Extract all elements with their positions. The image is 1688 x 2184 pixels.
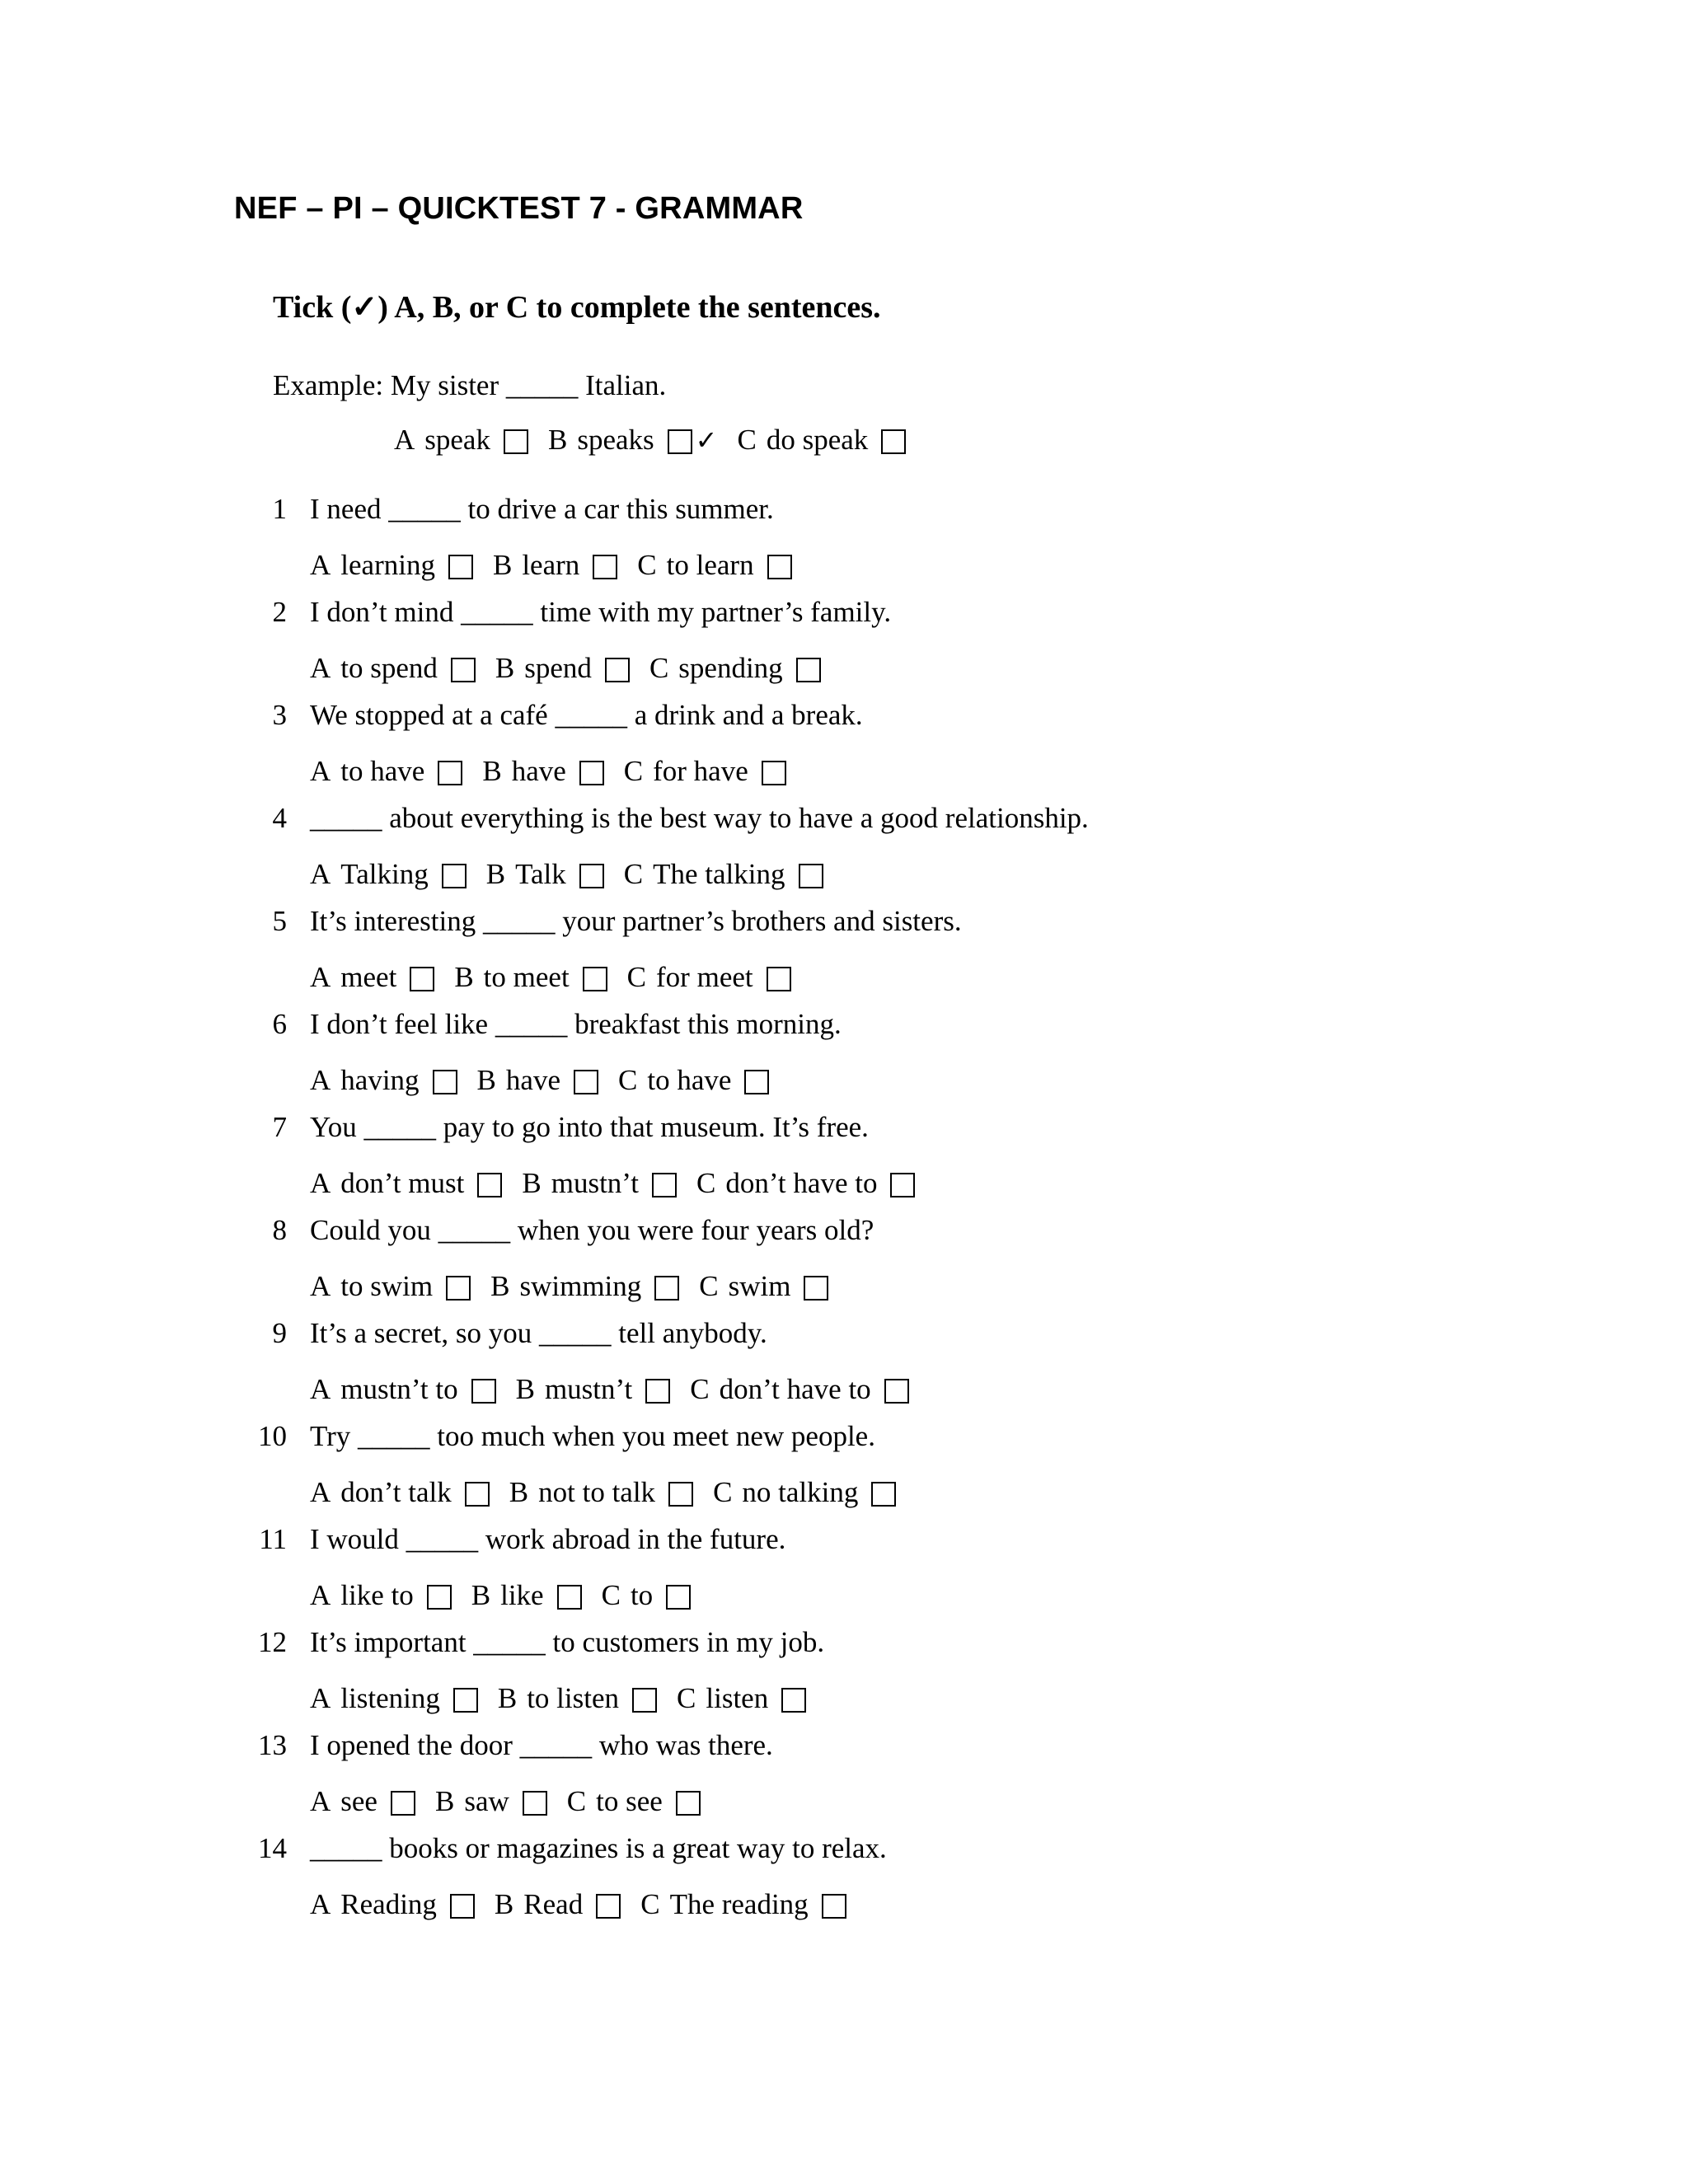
- option-c: [699, 1270, 828, 1303]
- option-c: [677, 1682, 806, 1715]
- checkbox[interactable]: [427, 1585, 452, 1610]
- checkbox[interactable]: [557, 1585, 582, 1610]
- checkbox[interactable]: [391, 1791, 415, 1816]
- question-number: 14: [258, 1832, 287, 1864]
- question-sentence: It’s important _____ to customers in my job.: [310, 1626, 825, 1658]
- option-b: [490, 1270, 679, 1303]
- option-letter: C: [623, 858, 644, 890]
- question-number: 4: [272, 802, 287, 834]
- option-c: [602, 1579, 692, 1612]
- option-c: [649, 652, 821, 685]
- option-letter: A: [310, 858, 331, 890]
- option-letter: A: [310, 1373, 331, 1405]
- question-number: 7: [272, 1111, 287, 1143]
- question-3-options: [310, 751, 806, 792]
- option-letter: B: [482, 755, 502, 787]
- option-a: [310, 549, 473, 582]
- option-text: like: [500, 1579, 544, 1611]
- option-b: [509, 1476, 693, 1509]
- question-number: 13: [258, 1729, 287, 1761]
- question-number: 9: [272, 1317, 287, 1349]
- option-letter: B: [509, 1476, 529, 1508]
- option-text: to: [630, 1579, 654, 1611]
- checkbox[interactable]: [596, 1894, 621, 1919]
- option-b: [435, 1785, 547, 1818]
- option-text: to meet: [483, 961, 570, 993]
- checkbox[interactable]: [645, 1379, 670, 1404]
- option-b: [498, 1682, 657, 1715]
- option-letter: C: [649, 652, 669, 684]
- option-a: [310, 1476, 490, 1509]
- option-letter: A: [310, 755, 331, 787]
- option-letter: B: [434, 1785, 455, 1817]
- option-a: [310, 1373, 496, 1406]
- option-c: [624, 755, 786, 788]
- option-text: swim: [728, 1270, 791, 1302]
- option-letter: C: [623, 755, 644, 787]
- option-a: [310, 1064, 457, 1097]
- checkbox[interactable]: [438, 761, 462, 785]
- option-text: having: [340, 1064, 420, 1096]
- checkbox[interactable]: [583, 967, 607, 991]
- option-letter: C: [696, 1167, 716, 1199]
- question-8-options: [310, 1266, 848, 1307]
- question-sentence: I don’t mind _____ time with my partner’s family.: [310, 596, 892, 628]
- question-number: 1: [272, 493, 287, 525]
- option-c: [690, 1373, 908, 1406]
- checkbox[interactable]: [884, 1379, 909, 1404]
- option-c: [567, 1785, 701, 1818]
- option-text: to have: [647, 1064, 732, 1096]
- checkbox[interactable]: [433, 1070, 457, 1094]
- option-letter: A: [394, 424, 415, 456]
- option-letter: A: [310, 1270, 331, 1302]
- option-letter: B: [547, 424, 568, 456]
- option-text: to swim: [340, 1270, 434, 1302]
- option-letter: B: [454, 961, 474, 993]
- question-sentence: Could you _____ when you were four years old?: [310, 1214, 874, 1246]
- option-a: [310, 961, 434, 994]
- option-c: [696, 1167, 915, 1200]
- option-text: listen: [706, 1682, 769, 1714]
- option-letter: C: [601, 1579, 621, 1611]
- option-letter: C: [713, 1476, 733, 1508]
- option-a: [310, 858, 467, 891]
- question-sentence: I opened the door _____ who was there.: [310, 1729, 773, 1761]
- option-b: [495, 652, 630, 685]
- option-letter: A: [310, 1682, 331, 1714]
- option-b: [482, 755, 603, 788]
- option-text: Talking: [340, 858, 429, 890]
- option-letter: B: [494, 1888, 514, 1920]
- question-sentence: I would _____ work abroad in the future.: [310, 1523, 786, 1555]
- option-letter: C: [699, 1270, 719, 1302]
- option-text: mustn’t: [544, 1373, 633, 1405]
- option-letter: A: [310, 1785, 331, 1817]
- question-7-options: [310, 1163, 935, 1204]
- checkbox[interactable]: [666, 1585, 691, 1610]
- option-letter: C: [617, 1064, 638, 1096]
- question-2-options: [310, 648, 841, 689]
- option-text: don’t talk: [340, 1476, 452, 1508]
- question-number: 12: [258, 1626, 287, 1658]
- option-c: [627, 961, 791, 994]
- question-4-options: [310, 854, 843, 895]
- option-text: don’t have to: [719, 1373, 871, 1405]
- option-text: don’t have to: [725, 1167, 878, 1199]
- option-text: for have: [653, 755, 748, 787]
- checkbox[interactable]: [451, 658, 476, 682]
- option-letter: B: [497, 1682, 518, 1714]
- option-text: learning: [340, 549, 435, 581]
- question-sentence: I don’t feel like _____ breakfast this morning.: [310, 1008, 842, 1040]
- checkbox[interactable]: [450, 1894, 475, 1919]
- checkbox[interactable]: [744, 1070, 769, 1094]
- option-letter: B: [471, 1579, 491, 1611]
- example-text: My sister _____ Italian.: [390, 369, 667, 401]
- option-b: [486, 858, 604, 891]
- option-text: The reading: [669, 1888, 809, 1920]
- option-text: don’t must: [340, 1167, 465, 1199]
- option-text: mustn’t: [551, 1167, 640, 1199]
- checkbox[interactable]: [654, 1276, 679, 1301]
- checkbox[interactable]: [652, 1173, 677, 1197]
- option-text: to have: [340, 755, 425, 787]
- option-letter: A: [310, 1064, 331, 1096]
- option-letter: C: [626, 961, 647, 993]
- option-text: Reading: [340, 1888, 437, 1920]
- checkbox[interactable]: [477, 1173, 502, 1197]
- checkbox[interactable]: [881, 429, 906, 454]
- example-option-c: [737, 424, 906, 457]
- checkbox[interactable]: [442, 864, 467, 888]
- checkbox[interactable]: [767, 555, 792, 579]
- option-b: [516, 1373, 671, 1406]
- checkbox[interactable]: [822, 1894, 846, 1919]
- checkbox[interactable]: [523, 1791, 547, 1816]
- question-number: 3: [272, 699, 287, 731]
- option-text: spend: [524, 652, 592, 684]
- checkbox[interactable]: [574, 1070, 598, 1094]
- option-letter: A: [310, 652, 331, 684]
- option-text: swimming: [519, 1270, 642, 1302]
- checkbox[interactable]: [781, 1688, 806, 1713]
- option-text: like to: [340, 1579, 414, 1611]
- question-sentence: It’s interesting _____ your partner’s brothers and sisters.: [310, 905, 962, 937]
- option-b: [495, 1888, 621, 1921]
- option-text: see: [340, 1785, 377, 1817]
- question-1-options: [310, 545, 812, 586]
- question-12-options: [310, 1678, 826, 1719]
- option-letter: B: [476, 1064, 496, 1096]
- option-a: [310, 1785, 415, 1818]
- option-text: no talking: [742, 1476, 859, 1508]
- question-9-options: [310, 1369, 929, 1410]
- question-number: 10: [258, 1420, 287, 1452]
- checkbox[interactable]: [796, 658, 821, 682]
- option-text: to learn: [666, 549, 754, 581]
- example-options: [394, 424, 926, 457]
- checkbox[interactable]: [579, 864, 604, 888]
- option-letter: B: [495, 652, 515, 684]
- checkbox[interactable]: [410, 967, 434, 991]
- option-a: [310, 1270, 471, 1303]
- option-letter: A: [310, 549, 331, 581]
- option-letter: A: [310, 1476, 331, 1508]
- checkbox[interactable]: [579, 761, 604, 785]
- option-c: [624, 858, 823, 891]
- option-text: mustn’t to: [340, 1373, 458, 1405]
- instruction-heading: Tick (✓) A, B, or C to complete the sentences.: [273, 290, 881, 325]
- option-text: do speak: [766, 424, 869, 456]
- option-a: [310, 1167, 502, 1200]
- option-b: [477, 1064, 598, 1097]
- checkbox[interactable]: [593, 555, 617, 579]
- question-10-options: [310, 1472, 916, 1513]
- option-a: [310, 652, 476, 685]
- checkbox[interactable]: [767, 967, 791, 991]
- tick-mark-icon: ✓: [695, 424, 718, 456]
- option-letter: C: [566, 1785, 587, 1817]
- question-number: 5: [272, 905, 287, 937]
- option-text: to spend: [340, 652, 438, 684]
- question-number: 11: [259, 1523, 287, 1555]
- option-letter: A: [310, 1888, 331, 1920]
- checkbox[interactable]: [871, 1482, 896, 1507]
- option-a: [310, 1682, 478, 1715]
- example-sentence: [273, 369, 666, 402]
- page-title: NEF – PI – QUICKTEST 7 - GRAMMAR: [234, 191, 804, 226]
- option-b: [471, 1579, 582, 1612]
- question-sentence: We stopped at a café _____ a drink and a break.: [310, 699, 863, 731]
- checkbox[interactable]: [762, 761, 786, 785]
- option-letter: C: [640, 1888, 660, 1920]
- option-a: [310, 1579, 452, 1612]
- example-option-a: [394, 424, 528, 457]
- option-text: Read: [523, 1888, 584, 1920]
- option-letter: C: [690, 1373, 710, 1405]
- option-b: [522, 1167, 677, 1200]
- question-14-options: [310, 1884, 866, 1925]
- option-c: [640, 1888, 846, 1921]
- question-sentence: Try _____ too much when you meet new people.: [310, 1420, 875, 1452]
- option-text: listening: [340, 1682, 440, 1714]
- checkbox[interactable]: [668, 429, 692, 454]
- option-text: for meet: [656, 961, 753, 993]
- option-c: [618, 1064, 769, 1097]
- example-option-b: [548, 424, 717, 457]
- checkbox[interactable]: [804, 1276, 828, 1301]
- option-a: [310, 755, 462, 788]
- question-13-options: [310, 1781, 720, 1822]
- option-text: have: [505, 1064, 560, 1096]
- option-text: to listen: [527, 1682, 620, 1714]
- checkbox[interactable]: [448, 555, 473, 579]
- option-b: [454, 961, 607, 994]
- checkbox[interactable]: [890, 1173, 915, 1197]
- option-c: [713, 1476, 896, 1509]
- checkbox[interactable]: [676, 1791, 701, 1816]
- option-b: [493, 549, 617, 582]
- option-text: Talk: [515, 858, 566, 890]
- option-letter: B: [492, 549, 513, 581]
- option-letter: A: [310, 1167, 331, 1199]
- checkbox[interactable]: [504, 429, 528, 454]
- question-sentence: I need _____ to drive a car this summer.: [310, 493, 774, 525]
- question-number: 8: [272, 1214, 287, 1246]
- example-label: Example:: [273, 369, 384, 401]
- option-text: not to talk: [538, 1476, 656, 1508]
- option-text: learn: [522, 549, 580, 581]
- option-text: have: [511, 755, 566, 787]
- option-letter: B: [522, 1167, 542, 1199]
- checkbox[interactable]: [453, 1688, 478, 1713]
- option-text: saw: [464, 1785, 509, 1817]
- checkbox[interactable]: [632, 1688, 657, 1713]
- question-sentence: _____ books or magazines is a great way to relax.: [310, 1832, 887, 1864]
- question-sentence: You _____ pay to go into that museum. It’s free.: [310, 1111, 869, 1143]
- option-letter: C: [677, 1682, 696, 1714]
- question-6-options: [310, 1060, 789, 1101]
- question-number: 6: [272, 1008, 287, 1040]
- option-letter: B: [490, 1270, 510, 1302]
- option-text: meet: [340, 961, 397, 993]
- option-a: [310, 1888, 475, 1921]
- option-letter: B: [515, 1373, 535, 1405]
- option-letter: B: [485, 858, 506, 890]
- checkbox[interactable]: [465, 1482, 490, 1507]
- checkbox[interactable]: [446, 1276, 471, 1301]
- checkbox[interactable]: [799, 864, 823, 888]
- option-text: spending: [678, 652, 783, 684]
- option-letter: C: [737, 424, 757, 456]
- option-text: speak: [424, 424, 490, 456]
- option-text: to see: [596, 1785, 663, 1817]
- checkbox[interactable]: [605, 658, 630, 682]
- question-sentence: _____ about everything is the best way to have a good relationship.: [310, 802, 1089, 834]
- option-letter: C: [637, 549, 657, 581]
- question-5-options: [310, 957, 811, 998]
- checkbox[interactable]: [471, 1379, 496, 1404]
- question-number: 2: [272, 596, 287, 628]
- option-text: The talking: [653, 858, 785, 890]
- question-11-options: [310, 1575, 710, 1616]
- question-sentence: It’s a secret, so you _____ tell anybody.: [310, 1317, 767, 1349]
- option-letter: A: [310, 961, 331, 993]
- option-c: [637, 549, 791, 582]
- option-letter: A: [310, 1579, 331, 1611]
- checkbox[interactable]: [668, 1482, 693, 1507]
- option-text: speaks: [577, 424, 654, 456]
